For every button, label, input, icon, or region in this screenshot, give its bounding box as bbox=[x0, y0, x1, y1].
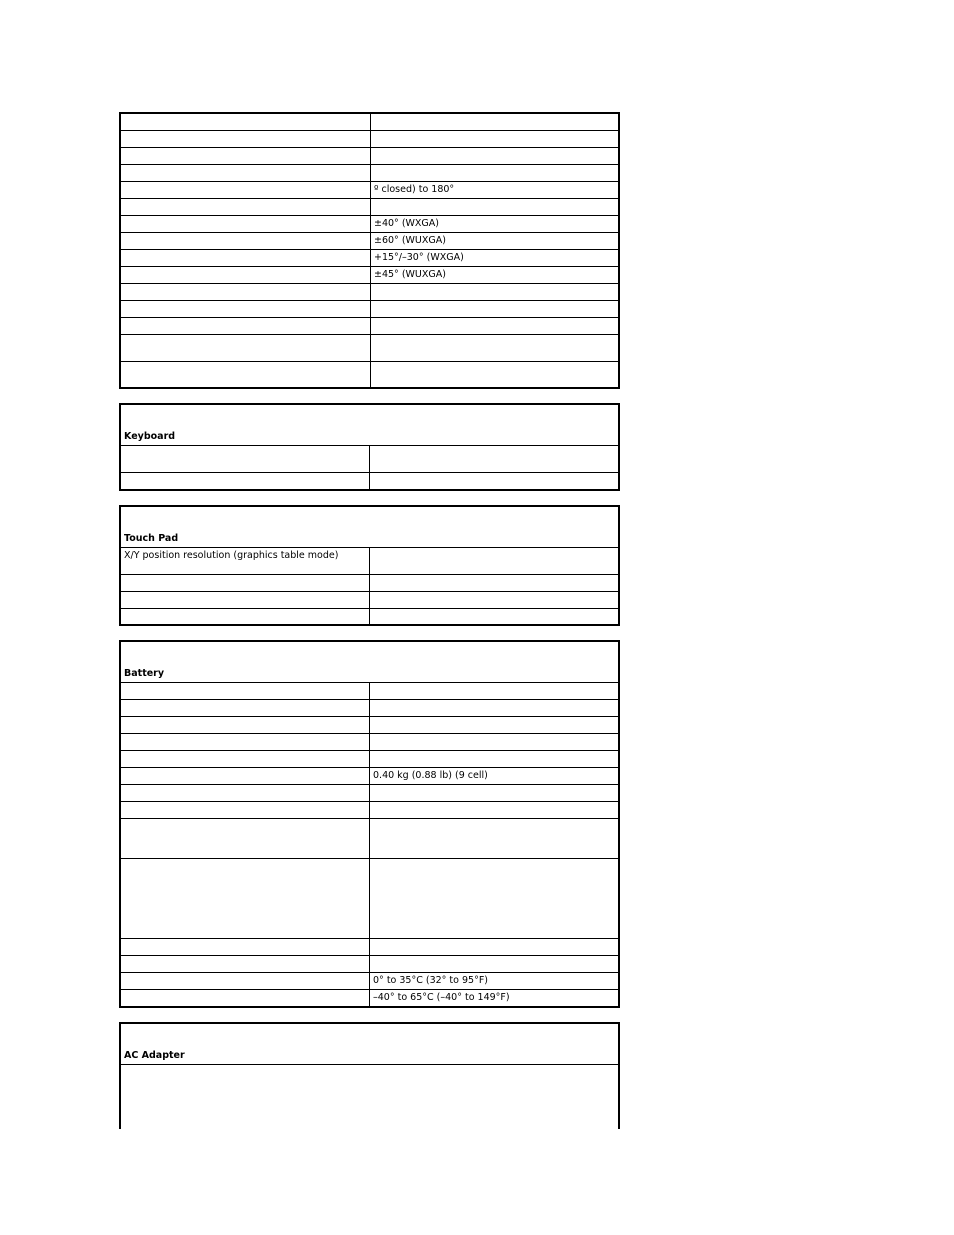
touchpad-label: X/Y position resolution (graphics table mode) bbox=[120, 547, 370, 574]
display-spec-value bbox=[371, 334, 620, 361]
touchpad-specs-table bbox=[119, 505, 620, 627]
display-spec-label bbox=[120, 232, 371, 249]
display-spec-value bbox=[371, 198, 620, 215]
battery-value bbox=[370, 956, 620, 973]
display-spec-value bbox=[371, 147, 620, 164]
battery-label bbox=[120, 819, 370, 859]
touchpad-value bbox=[370, 547, 620, 574]
touchpad-value bbox=[370, 591, 620, 608]
display-spec-label bbox=[120, 266, 371, 283]
display-spec-value: º closed) to 180° bbox=[371, 181, 620, 198]
battery-value bbox=[370, 700, 620, 717]
battery-value: –40° to 65°C (–40° to 149°F) bbox=[370, 990, 620, 1008]
display-spec-label bbox=[120, 215, 371, 232]
keyboard-label bbox=[120, 473, 370, 490]
keyboard-specs-table bbox=[119, 403, 620, 491]
battery-label bbox=[120, 717, 370, 734]
display-spec-row bbox=[120, 181, 619, 198]
battery-label bbox=[120, 990, 370, 1008]
battery-label bbox=[120, 734, 370, 751]
battery-value bbox=[370, 939, 620, 956]
battery-heading: Battery bbox=[120, 641, 619, 683]
ac-adapter-heading: AC Adapter bbox=[120, 1023, 619, 1065]
reference-link-fragment[interactable] bbox=[553, 877, 581, 888]
display-spec-row bbox=[120, 232, 619, 249]
keyboard-value bbox=[370, 473, 620, 490]
display-spec-value bbox=[371, 283, 620, 300]
display-spec-row bbox=[120, 113, 619, 130]
battery-value bbox=[370, 785, 620, 802]
battery-value bbox=[370, 683, 620, 700]
battery-label bbox=[120, 751, 370, 768]
touchpad-value bbox=[370, 574, 620, 591]
display-spec-value bbox=[371, 164, 620, 181]
display-spec-label bbox=[120, 164, 371, 181]
display-spec-value bbox=[371, 317, 620, 334]
touchpad-label bbox=[120, 574, 370, 591]
specifications-page bbox=[119, 112, 620, 1129]
battery-label bbox=[120, 700, 370, 717]
ac-adapter-content-cell bbox=[120, 1065, 619, 1130]
display-spec-value: ±40° (WXGA) bbox=[371, 215, 620, 232]
battery-value: 0.40 kg (0.88 lb) (9 cell) bbox=[370, 768, 620, 785]
display-spec-value bbox=[371, 130, 620, 147]
display-spec-row bbox=[120, 361, 619, 388]
battery-label bbox=[120, 973, 370, 990]
battery-label bbox=[120, 956, 370, 973]
keyboard-label bbox=[120, 446, 370, 473]
display-spec-row bbox=[120, 249, 619, 266]
display-spec-label bbox=[120, 334, 371, 361]
ac-adapter-specs-table bbox=[119, 1022, 620, 1129]
display-spec-row bbox=[120, 215, 619, 232]
display-spec-row bbox=[120, 283, 619, 300]
display-spec-value bbox=[371, 113, 620, 130]
display-spec-label bbox=[120, 147, 371, 164]
touchpad-heading: Touch Pad bbox=[120, 506, 619, 548]
display-spec-label bbox=[120, 317, 371, 334]
display-spec-label bbox=[120, 181, 371, 198]
display-spec-label bbox=[120, 361, 371, 388]
display-spec-row bbox=[120, 300, 619, 317]
display-spec-value: ±45° (WUXGA) bbox=[371, 266, 620, 283]
reference-link-secondary[interactable] bbox=[394, 903, 463, 913]
display-spec-row bbox=[120, 147, 619, 164]
battery-value bbox=[370, 717, 620, 734]
battery-label bbox=[120, 802, 370, 819]
display-spec-label bbox=[120, 300, 371, 317]
keyboard-heading: Keyboard bbox=[120, 404, 619, 446]
display-spec-value: +15°/–30° (WXGA) bbox=[371, 249, 620, 266]
touchpad-label bbox=[120, 591, 370, 608]
display-spec-row bbox=[120, 198, 619, 215]
battery-value bbox=[370, 802, 620, 819]
battery-label bbox=[120, 785, 370, 802]
display-spec-value: ±60° (WUXGA) bbox=[371, 232, 620, 249]
display-spec-label bbox=[120, 113, 371, 130]
touchpad-value bbox=[370, 608, 620, 625]
battery-value: 0° to 35°C (32° to 95°F) bbox=[370, 973, 620, 990]
display-spec-row bbox=[120, 317, 619, 334]
battery-label bbox=[120, 939, 370, 956]
touchpad-label bbox=[120, 608, 370, 625]
display-spec-value bbox=[371, 361, 620, 388]
battery-label bbox=[120, 768, 370, 785]
reference-link-continuation[interactable] bbox=[374, 891, 415, 900]
battery-value bbox=[370, 751, 620, 768]
battery-links-cell bbox=[370, 859, 620, 939]
display-spec-row bbox=[120, 130, 619, 147]
display-spec-value bbox=[371, 300, 620, 317]
battery-value bbox=[370, 734, 620, 751]
display-spec-row bbox=[120, 164, 619, 181]
keyboard-value bbox=[370, 446, 620, 473]
battery-value bbox=[370, 819, 620, 859]
display-specs-table bbox=[119, 112, 620, 389]
display-spec-row bbox=[120, 334, 619, 361]
display-spec-label bbox=[120, 249, 371, 266]
display-spec-label bbox=[120, 198, 371, 215]
display-spec-label bbox=[120, 283, 371, 300]
display-spec-label bbox=[120, 130, 371, 147]
display-spec-row bbox=[120, 266, 619, 283]
battery-specs-table bbox=[119, 640, 620, 1008]
battery-label bbox=[120, 683, 370, 700]
battery-label bbox=[120, 859, 370, 939]
